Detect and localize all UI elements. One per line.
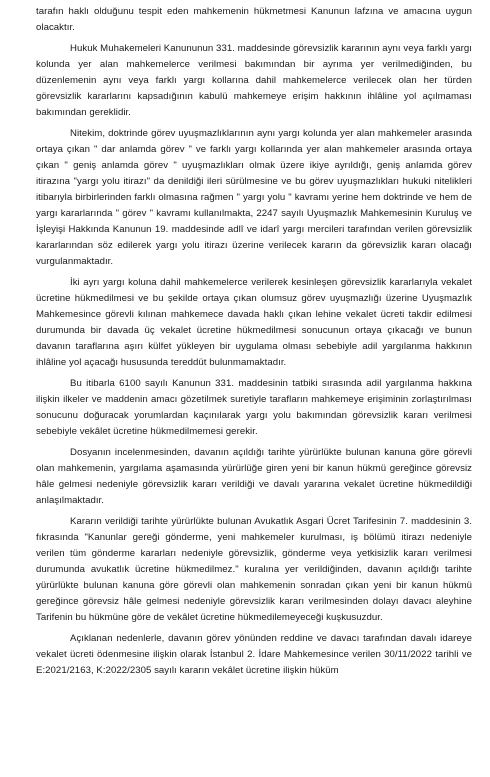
- paragraph-6: Dosyanın incelenmesinden, davanın açıldığı tarihte yürürlükte bulunan kanuna göre görevli olan mahkemenin, yargılama aşamasında yürürlüğe giren yeni bir kanun hükmü gereğince görevsiz hâle gelmesi nedeniyle görevsizlik kararı verildiği ve davalı yararına vekalet ücretine hükmedildiği anlaşılmaktadır.: [36, 447, 472, 506]
- paragraph-1: tarafın haklı olduğunu tespit eden mahkemenin hükmetmesi Kanunun lafzına ve amacına uygun olacaktır.: [36, 6, 472, 33]
- paragraph-5: Bu itibarla 6100 sayılı Kanunun 331. maddesinin tatbiki sırasında adil yargılanma hakkına ilişkin ilkeler ve maddenin amacı gözetilmek suretiyle tarafların mahkemeye erişiminin zorlaştırılması sonucunu doğuracak yorumlardan kaçınılarak yargı yolu bakımından görevsizlik kararı verilmesi sebebiyle vekâlet ücretine hükmedilmemesi gerekir.: [36, 378, 472, 437]
- document-body: [36, 4, 472, 684]
- paragraph-2: Hukuk Muhakemeleri Kanununun 331. maddesinde görevsizlik kararının aynı veya farklı yargı kolunda yer alan mahkemelerce verilmesi bakımından bir ayrıma yer verilmediğinden, bu düzenlemenin aynı veya farklı yargı kollarına dahil mahkemelerce verilecek olan her türden görevsizlik kararlarını kapsadığının kabulü mahkemeye erişim hakkının ihlâline yol açılmaması bakımından gereklidir.: [36, 43, 472, 118]
- paragraph-3: Nitekim, doktrinde görev uyuşmazlıklarının aynı yargı kolunda yer alan mahkemeler arasında ortaya çıkan " dar anlamda görev " ve farklı yargı kollarında yer alan mahkemeler arasında ortaya çıkan " geniş anlamda görev " uyuşmazlıkları olmak üzere ikiye ayrıldığı, geniş anlamda görev itirazına "yargı yolu itirazı" da denildiği ileri sürülmesine ve bu görev uyuşmazlıkları hukuki nitelikleri itibarıyla birbirlerinden farklı olmasına rağmen " yargı yolu " kavramı yerine hem doktrinde ve hem de yargı kararlarında " görev " kavramı kullanılmakta, 2247 sayılı Uyuşmazlık Mahkemesinin Kuruluş ve İşleyişi Hakkında Kanunun 19. maddesinde adlî ve idarî yargı mercileri tarafından verilen görevsizlik kararlarından söz edilerek yargı yolu itirazı üzerine verilecek kararın da görevsizlik kararı olacağı vurgulanmaktadır.: [36, 128, 472, 267]
- paragraph-7: Kararın verildiği tarihte yürürlükte bulunan Avukatlık Asgari Ücret Tarifesinin 7. maddesinin 3. fıkrasında "Kanunlar gereği gönderme, yeni mahkemeler kurulması, iş bölümü itirazı nedeniyle verilen tüm gönderme kararları nedeniyle görevsizlik, gönderme veya yetkisizlik kararı verilmesi durumunda avukatlık ücretine hükmedilmez." kuralına yer verildiğinden, davanın açıldığı tarihte yürürlükte bulunan kanuna göre görevli olan mahkemenin sonradan çıkan yeni bir kanun hükmü gereğince görevsiz hâle gelmesi nedeniyle görevsizlik kararı verilmesinden dolayı davacı aleyhine Tarifenin bu hükmüne göre de vekâlet ücretine hükmedilemeyeceği kuşkusuzdur.: [36, 516, 472, 623]
- paragraph-4: İki ayrı yargı koluna dahil mahkemelerce verilerek kesinleşen görevsizlik kararlarıyla vekalet ücretine hükmedilmesi ve bu şekilde ortaya çıkan olumsuz görev uyuşmazlığı üzerine Uyuşmazlık Mahkemesince görevli kılınan mahkemece davada haklı çıkan lehine vekalet ücreti takdir edilmesi durumunda bir davada üç vekalet ücretine hükmedilmesi sonucunun ortaya çıkacağı ve bunun davanın taraflarına aşırı külfet yükleyen bir uygulama olması sebebiyle adil yargılanma hakkının ihlâline yol açacağı hususunda tereddüt bulunmamaktadır.: [36, 277, 472, 368]
- paragraph-8: Açıklanan nedenlerle, davanın görev yönünden reddine ve davacı tarafından davalı idareye vekalet ücreti ödenmesine ilişkin olarak İstanbul 2. İdare Mahkemesince verilen 30/11/2022 tarihli ve E:2021/2163, K:2022/2305 sayılı kararın vekâlet ücretine ilişkin hüküm: [36, 633, 472, 676]
